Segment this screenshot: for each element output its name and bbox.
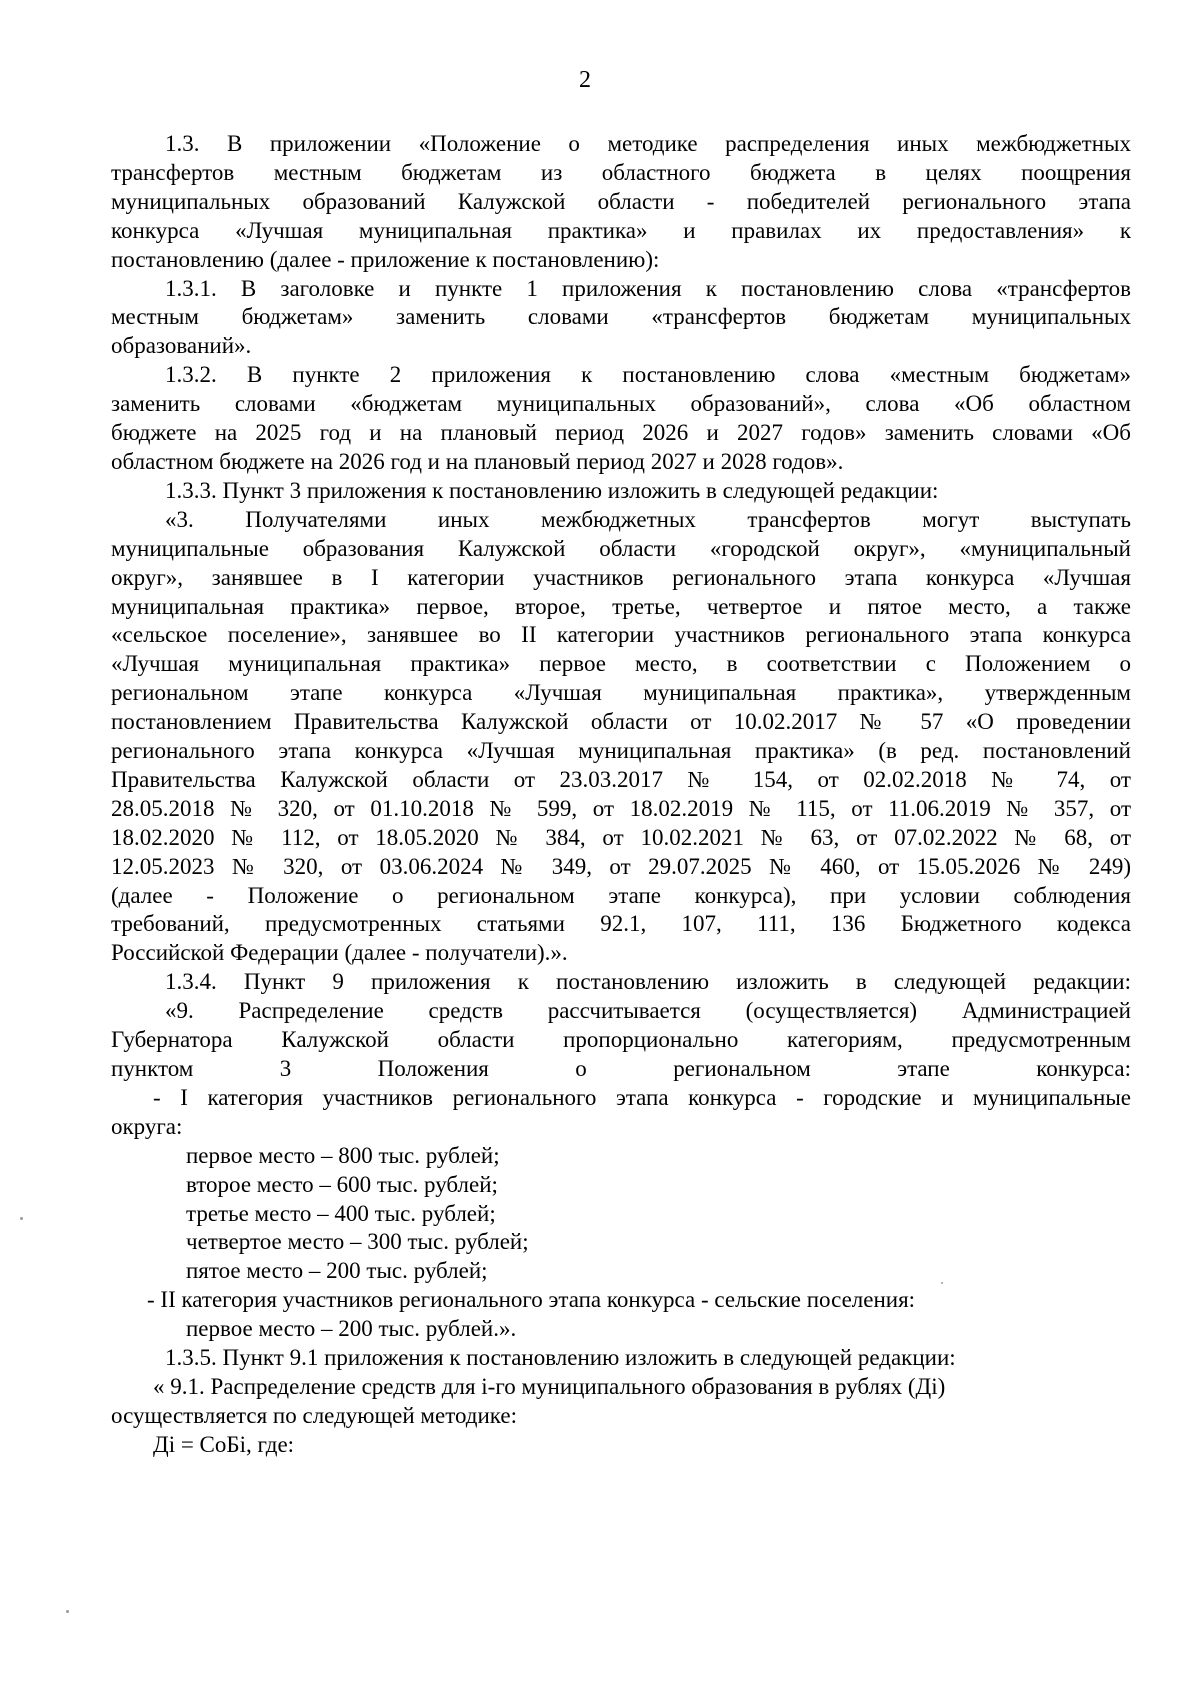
category-2-place: первое место – 200 тыс. рублей.». [186,1316,517,1342]
place-line: четвертое место – 300 тыс. рублей; [186,1229,529,1255]
scan-speck [20,1217,23,1220]
paragraph-item-9-1 [111,1373,1131,1431]
formula: Дi = СоБi, где: [153,1431,295,1457]
text-line: « 9.1. Распределение средств для i-го муниципального образования в рублях (Дi) [153,1373,946,1399]
text-line: 28.05.2018 № 320, от 01.10.2018 № 599, от 18.02.2019 № 115, от 11.06.2019 № 357, от [111,795,1131,821]
text-line: 18.02.2020 № 112, от 18.05.2020 № 384, от 10.02.2021 № 63, от 07.02.2022 № 68, от [111,824,1131,850]
text-line: округа: [111,1113,183,1139]
text-line: требований, предусмотренных статьями 92.1, 107, 111, 136 Бюджетного кодекса [111,911,1131,937]
text-line: Губернатора Калужской области пропорционально категориям, предусмотренным [111,1027,1131,1053]
text-line: 1.3.2. В пункте 2 приложения к постановлению слова «местным бюджетам» [165,362,1131,388]
category-2: - II категория участников регионального этапа конкурса - сельские поселения: [147,1287,916,1313]
place-line: пятое место – 200 тыс. рублей; [186,1258,488,1284]
text-line: муниципальная практика» первое, второе, третье, четвертое и пятое место, а также [111,593,1131,619]
text-line: Российской Федерации (далее - получатели).». [111,940,568,966]
place-line: первое место – 800 тыс. рублей; [186,1142,500,1168]
paragraph-1-3-5: 1.3.5. Пункт 9.1 приложения к постановлению изложить в следующей редакции: [165,1345,956,1371]
text-line: «3. Получателями иных межбюджетных трансфертов могут выступать [165,506,1131,532]
text-line: округ», занявшее в I категории участников регионального этапа конкурса «Лучшая [111,564,1131,590]
text-line: заменить словами «бюджетам муниципальных образований», слова «Об областном [111,391,1131,417]
paragraph-item-3 [111,506,1131,969]
text-line: «Лучшая муниципальная практика» первое место, в соответствии с Положением о [111,651,1131,677]
paragraph-1-3-1 [111,275,1131,362]
text-line: регионального этапа конкурса «Лучшая муниципальная практика» (в ред. постановлений [111,738,1131,764]
text-line: муниципальные образования Калужской области «городской округ», «муниципальный [111,535,1131,561]
text-line: трансфертов местным бюджетам из областного бюджета в целях поощрения [111,159,1131,185]
text-line: конкурса «Лучшая муниципальная практика» и правилах их предоставления» к [111,217,1131,243]
paragraph-1-3-4: 1.3.4. Пункт 9 приложения к постановлению изложить в следующей редакции: [165,969,1131,995]
paragraph-1-3 [111,130,1131,275]
text-line: осуществляется по следующей методике: [111,1402,517,1428]
page-number: 2 [579,67,591,93]
text-line: муниципальных образований Калужской области - победителей регионального этапа [111,188,1131,214]
text-line: местным бюджетам» заменить словами «трансфертов бюджетам муниципальных [111,304,1131,330]
category-1-places [111,1142,1131,1287]
text-line: «9. Распределение средств рассчитывается (осуществляется) Администрацией [165,998,1131,1024]
paragraph-1-3-3: 1.3.3. Пункт 3 приложения к постановлению изложить в следующей редакции: [165,477,939,503]
text-line: «сельское поселение», занявшее во II категории участников регионального этапа конкурса [111,622,1131,648]
text-line: - I категория участников регионального этапа конкурса - городские и муниципальные [153,1084,1131,1110]
text-line: Правительства Калужской области от 23.03.2017 № 154, от 02.02.2018 № 74, от [111,766,1131,792]
place-line: второе место – 600 тыс. рублей; [186,1171,498,1197]
scan-speck [941,1282,943,1284]
text-line: постановлением Правительства Калужской области от 10.02.2017 № 57 «О проведении [111,709,1131,735]
text-line: 1.3.1. В заголовке и пункте 1 приложения к постановлению слова «трансфертов [165,275,1131,301]
text-line: образований». [111,333,252,359]
text-line: постановлению (далее - приложение к постановлению): [111,246,660,272]
text-line: пунктом 3 Положения о региональном этапе конкурса: [111,1056,1131,1081]
text-line: (далее - Положение о региональном этапе конкурса), при условии соблюдения [111,882,1131,908]
text-line: 1.3. В приложении «Положение о методике распределения иных межбюджетных [165,131,1131,156]
paragraph-item-9 [111,997,1131,1084]
text-line: бюджете на 2025 год и на плановый период 2026 и 2027 годов» заменить словами «Об [111,420,1131,446]
place-line: третье место – 400 тыс. рублей; [186,1200,496,1226]
document-body [111,130,1131,1460]
text-line: областном бюджете на 2026 год и на плановый период 2027 и 2028 годов». [111,448,844,474]
paragraph-1-3-2 [111,361,1131,477]
category-1 [111,1084,1131,1142]
text-line: региональном этапе конкурса «Лучшая муниципальная практика», утвержденным [111,680,1131,706]
text-line: 12.05.2023 № 320, от 03.06.2024 № 349, от 29.07.2025 № 460, от 15.05.2026 № 249) [111,853,1131,879]
scan-speck [66,1610,69,1613]
